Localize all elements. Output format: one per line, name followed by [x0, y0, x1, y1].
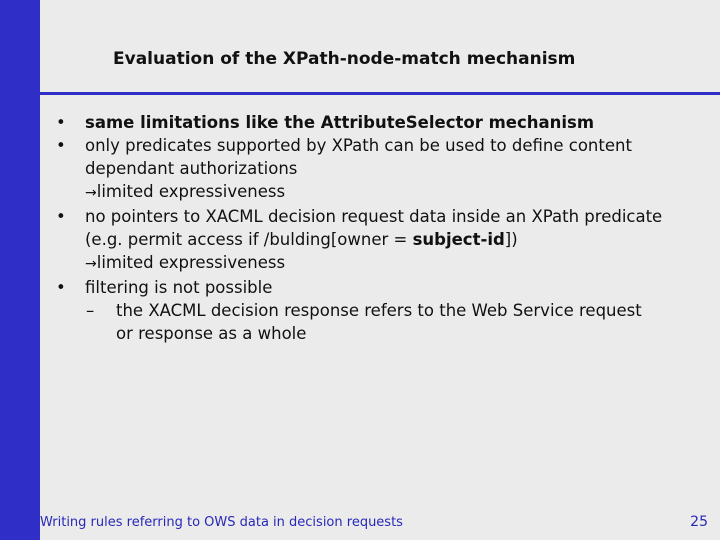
sub-bullet-text: the XACML decision response refers to the Web Service request	[116, 301, 642, 320]
bullet-text: only predicates supported by XPath can be used to define content	[85, 136, 632, 155]
consequence-line	[85, 251, 706, 276]
bullet-item-2	[56, 134, 706, 205]
page-number: 25	[690, 514, 708, 530]
bullet-text-cont: dependant authorizations	[85, 159, 298, 178]
example-text-pre: (e.g. permit access if /bulding[owner =	[85, 230, 413, 249]
sub-bullet-item	[56, 299, 706, 345]
sub-bullet-text-cont: or response as a whole	[116, 324, 307, 343]
slide-body	[56, 111, 706, 345]
bullet-marker: •	[56, 278, 66, 297]
example-line	[85, 228, 706, 251]
dash-marker: –	[86, 301, 95, 320]
title-divider	[40, 92, 720, 95]
example-text-post: ])	[504, 230, 518, 249]
consequence-text: limited expressiveness	[96, 253, 286, 272]
bullet-marker: •	[56, 113, 66, 132]
arrow-right-icon: →	[85, 256, 97, 272]
bullet-marker: •	[56, 207, 66, 226]
arrow-right-icon: →	[85, 185, 97, 201]
footer-text: Writing rules referring to OWS data in decision requests	[40, 515, 403, 530]
bullet-item-3	[56, 205, 706, 276]
bullet-text: same limitations like the AttributeSelector mechanism	[85, 113, 595, 132]
left-accent-bar	[0, 0, 40, 540]
consequence-line	[85, 180, 706, 205]
bullet-text: no pointers to XACML decision request data inside an XPath predicate	[85, 207, 663, 226]
bullet-text: filtering is not possible	[85, 278, 273, 297]
consequence-text: limited expressiveness	[96, 182, 286, 201]
bullet-item-1	[56, 111, 706, 134]
example-text-bold: subject-id	[412, 230, 505, 249]
slide-title: Evaluation of the XPath-node-match mechanism	[113, 49, 576, 69]
bullet-item-4	[56, 276, 706, 299]
bullet-marker: •	[56, 136, 66, 155]
